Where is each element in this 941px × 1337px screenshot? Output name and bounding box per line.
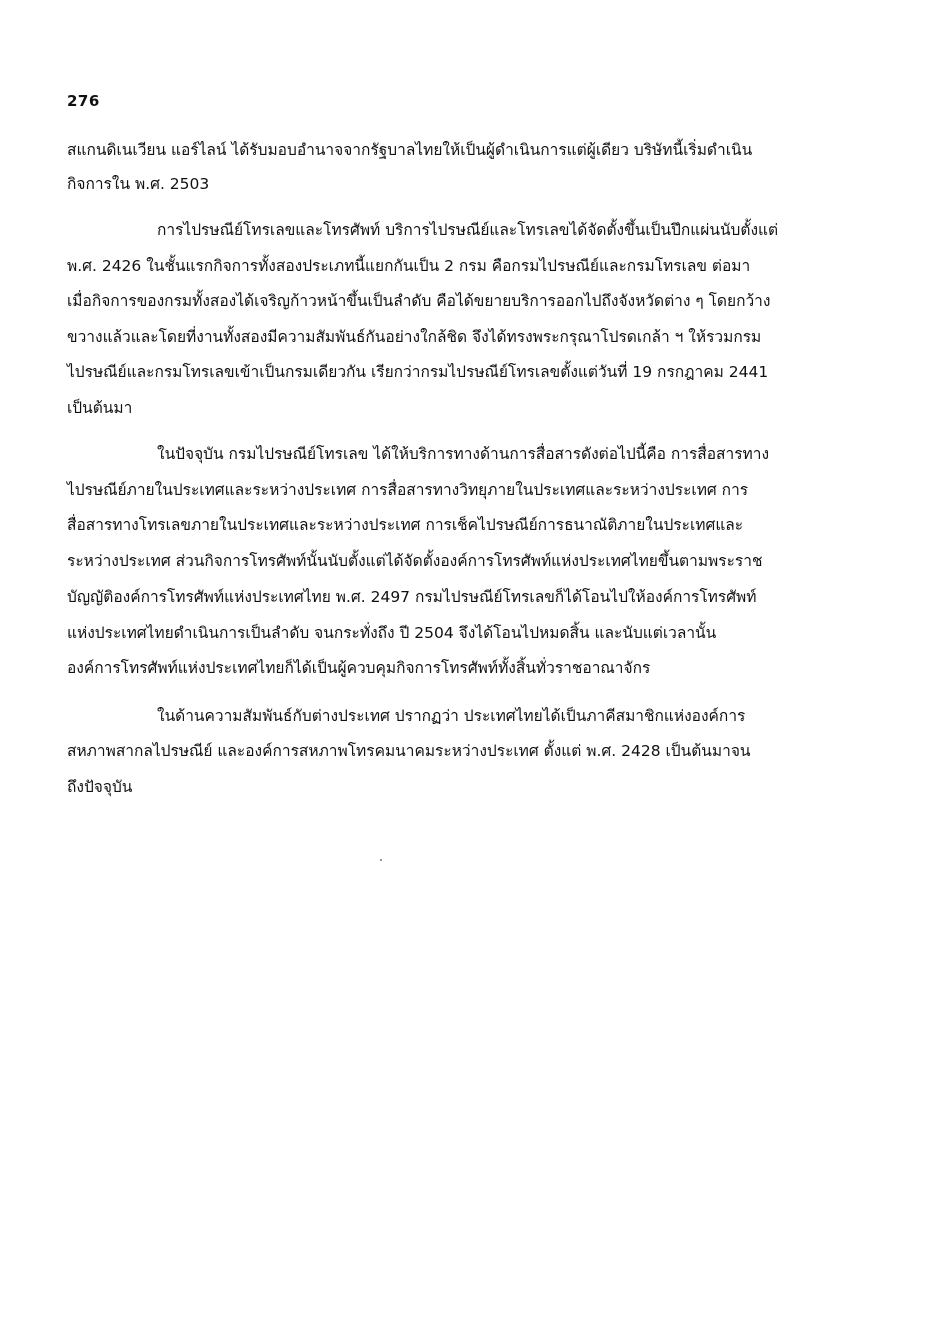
paragraph-4-line-3: ถึงปัจจุบัน [67, 778, 133, 796]
paragraph-3-line-2: ไปรษณีย์ภายในประเทศและระหว่างประเทศ การสื่อสารทางวิทยุภายในประเทศและระหว่างประเทศ การ [67, 481, 749, 499]
paragraph-3-line-7: องค์การโทรศัพท์แห่งประเทศไทยก็ได้เป็นผู้ควบคุมกิจการโทรศัพท์ทั้งสิ้นทั่วราชอาณาจักร [67, 659, 651, 677]
paragraph-3-line-1: ในปัจจุบัน กรมไปรษณีย์โทรเลข ได้ให้บริการทางด้านการสื่อสารดังต่อไปนี้คือ การสื่อสารทาง [157, 445, 770, 463]
scan-speck [380, 859, 382, 861]
paragraph-2-line-2: พ.ศ. 2426 ในชั้นแรกกิจการทั้งสองประเภทนี้แยกกันเป็น 2 กรม คือกรมไปรษณีย์และกรมโทรเลข ต่อมา [67, 257, 751, 275]
paragraph-4-line-1: ในด้านความสัมพันธ์กับต่างประเทศ ปรากฏว่า ประเทศไทยได้เป็นภาคีสมาชิกแห่งองค์การ [157, 707, 746, 725]
paragraph-4-line-2: สหภาพสากลไปรษณีย์ และองค์การสหภาพโทรคมนาคมระหว่างประเทศ ตั้งแต่ พ.ศ. 2428 เป็นต้นมาจน [67, 742, 751, 760]
paragraph-2-line-4: ขวางแล้วและโดยที่งานทั้งสองมีความสัมพันธ์กันอย่างใกล้ชิด จึงได้ทรงพระกรุณาโปรดเกล้า ฯ ให้รวมกรม [67, 328, 762, 346]
paragraph-2-line-6: เป็นต้นมา [67, 399, 133, 417]
paragraph-3-line-6: แห่งประเทศไทยดำเนินการเป็นลำดับ จนกระทั่งถึง ปี 2504 จึงได้โอนไปหมดสิ้น และนับแต่เวลานั้น [67, 624, 717, 642]
paragraph-1-line-1: สแกนดิเนเวียน แอร์ไลน์ ได้รับมอบอำนาจจากรัฐบาลไทยให้เป็นผู้ดำเนินการแต่ผู้เดียว บริษัทนี้เริ่มดำเนิน [67, 141, 753, 159]
paragraph-1-line-2: กิจการใน พ.ศ. 2503 [67, 175, 210, 193]
paragraph-2-line-5: ไปรษณีย์และกรมโทรเลขเข้าเป็นกรมเดียวกัน เรียกว่ากรมไปรษณีย์โทรเลขตั้งแต่วันที่ 19 กรกฎาคม 2441 [67, 363, 769, 381]
paragraph-2-line-3: เมื่อกิจการของกรมทั้งสองได้เจริญก้าวหน้าขึ้นเป็นลำดับ คือได้ขยายบริการออกไปถึงจังหวัดต่าง ๆ โดยกว้าง [67, 292, 771, 310]
paragraph-3-line-5: บัญญัติองค์การโทรศัพท์แห่งประเทศไทย พ.ศ. 2497 กรมไปรษณีย์โทรเลขก็ได้โอนไปให้องค์การโทรศัพท์ [67, 588, 757, 606]
paragraph-3-line-3: สื่อสารทางโทรเลขภายในประเทศและระหว่างประเทศ การเช็คไปรษณีย์การธนาณัติภายในประเทศและ [67, 516, 744, 534]
page-number: 276 [67, 92, 100, 110]
paragraph-2-line-1: การไปรษณีย์โทรเลขและโทรศัพท์ บริการไปรษณีย์และโทรเลขได้จัดตั้งขึ้นเป็นปึกแผ่นนับตั้งแต่ [157, 221, 779, 239]
paragraph-3-line-4: ระหว่างประเทศ ส่วนกิจการโทรศัพท์นั้นนับตั้งแต่ได้จัดตั้งองค์การโทรศัพท์แห่งประเทศไทยขึ้นตามพระราช [67, 552, 763, 570]
